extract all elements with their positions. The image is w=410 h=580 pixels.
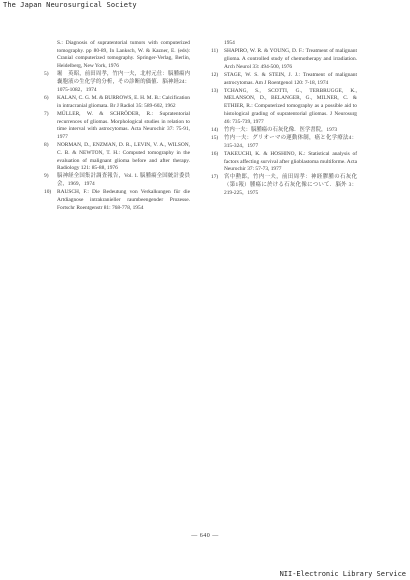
- reference-item: [44, 71, 190, 94]
- reference-item: [211, 88, 357, 127]
- reference-number: 12): [211, 71, 219, 78]
- reference-text: 堀 英昭，前田周孝，竹内一夫，北村元仕：脳腫瘍内嚢胞液の生化学的分析，その診断的価値．脳神経24：1075-1082，1974: [57, 71, 190, 93]
- page-footer-library: NII-Electronic Library Service: [279, 570, 406, 578]
- reference-item: [44, 173, 190, 188]
- reference-number: 8): [44, 142, 49, 149]
- reference-number: 7): [44, 110, 49, 117]
- reference-text: MÜLLER, W. & SCHRÖDER, R.: Supratentorial recurrences of gliomas. Morphological studies in relation to time interval with astrocytomas. Acta Neurochir 37: 75-91, 1977: [57, 110, 190, 140]
- reference-item: [211, 135, 357, 150]
- reference-number: 9): [44, 173, 49, 180]
- reference-text: STAGE, W. S. & STEIN, J. J.: Treatment of malignant astrocytomas. Am J Roentgenol 120: 7-18, 1974: [224, 71, 357, 86]
- reference-text: RAUSCH, F.: Die Bedeutung von Verkalkungen für die Artdiagnose intrakranieller raumbeengender Prozesse. Fortschr Roentgenstr 81: 768-778, 1954: [57, 189, 190, 211]
- reference-text: TCHANG, S., SCOTTI, G., TERBRUGGE, K., MELANSON, D., BELANGER, G., MILNER, C. & ETHIER, R.: Computerized tomography as a possible aid to histological grading of supratentorial gliomas. J Neurosurg 46: 735-739, 1977: [224, 87, 357, 125]
- reference-number: 14): [211, 126, 219, 133]
- reference-item: [211, 127, 357, 135]
- reference-item: [211, 48, 357, 71]
- reference-item: [211, 72, 357, 87]
- reference-text: TAKEUCHI, K. & HOSHINO, K.: Statistical analysis of factors affecting survival after glioblastoma multiforme. Acta Neurochir 37: 57-73, 1977: [224, 150, 357, 173]
- reference-continuation: S.: Diagnosis of supratentorial tumors with computerized tomography. pp 80-89, In Lanksch, W. & Kazner, E. (eds): Cranial computerized tomography. Springer-Verlag, Berlin, Heidelberg, New York, 1976: [57, 40, 190, 70]
- references-left-column: [44, 40, 190, 213]
- reference-item: [44, 111, 190, 142]
- reference-number: 16): [211, 150, 219, 157]
- reference-text: 宮中勲郎，竹内一夫，前田周孝：神経膠腫の石灰化（第1報）腫瘍に於ける石灰化像について．脳外 3：219-225，1975: [224, 174, 357, 196]
- reference-text: 竹内一夫：脳腫瘍の石灰化像．医学書院，1973: [224, 126, 338, 133]
- reference-text: KALAN, C. G. M. & BURROWS, E. H. M. B.: Calcification in intracranial gliomata. Br J Radiol 35: 589-602, 1962: [57, 94, 190, 109]
- page-header-society: The Japan Neurosurgical Society: [3, 1, 137, 9]
- reference-item: [211, 151, 357, 174]
- reference-continuation: 1954: [224, 40, 235, 46]
- reference-number: 11): [211, 48, 218, 55]
- reference-item: [44, 142, 190, 173]
- references-right-column: [211, 40, 357, 198]
- reference-text: 竹内一夫：グリオーマの運動体制，癌と化学療法4：315-324，1977: [224, 134, 357, 149]
- reference-item: [211, 174, 357, 197]
- reference-number: 13): [211, 87, 219, 94]
- reference-text: SHAPIRO, W. R. & YOUNG, D. F.: Treatment of malignant glioma. A controlled study of chemotherapy and irradiation. Arch Neurol 33: 494-500, 1976: [224, 48, 357, 70]
- reference-item: [44, 95, 190, 110]
- reference-item: [44, 189, 190, 212]
- reference-text: NORMAN, D., ENZMAN, D. R., LEVIN, V. A., WILSON, C. B. & NEWTON, T. H.: Computed tomography in the evaluation of malignant glioma before and after therapy. Radiology 121: 85-88, 1976: [57, 142, 190, 172]
- reference-number: 6): [44, 94, 49, 101]
- reference-number: 17): [211, 174, 219, 181]
- reference-number: 15): [211, 134, 219, 141]
- reference-text: 脳神経全国集計調査報告，Vol. 1. 脳腫瘍全国統計委員会，1969，1974: [57, 173, 190, 188]
- reference-number: 10): [44, 189, 52, 196]
- page-number: — 640 —: [191, 533, 219, 539]
- reference-number: 5): [44, 71, 49, 78]
